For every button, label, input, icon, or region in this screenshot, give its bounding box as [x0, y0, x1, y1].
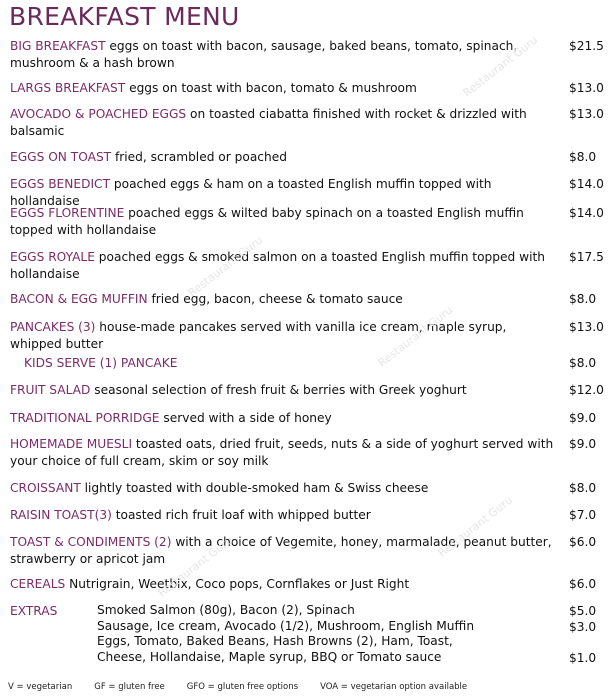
- watermark-text: Restaurant Guru: [375, 303, 456, 370]
- item-name: TOAST & CONDIMENTS (2): [10, 535, 172, 549]
- item-name: HOMEMADE MUESLI: [10, 437, 133, 451]
- item-price: $8.0: [569, 481, 597, 495]
- item-description: house-made pancakes served with vanilla ice cream, maple syrup, whipped butter: [10, 320, 507, 351]
- watermark-text: Restaurant Guru: [435, 493, 516, 560]
- item-price: $13.0: [569, 320, 604, 334]
- item-description: toasted oats, dried fruit, seeds, nuts & a side of yoghurt served with your choice of full cream, skim or soy milk: [10, 437, 554, 468]
- menu-item: [10, 249, 558, 283]
- item-price: $9.0: [569, 437, 597, 451]
- menu-title: BREAKFAST MENU: [9, 2, 240, 31]
- watermark-text: Restaurant Guru: [185, 233, 266, 300]
- item-name: CROISSANT: [10, 481, 81, 495]
- item-description: fried, scrambled or poached: [111, 150, 287, 164]
- menu-item: [10, 149, 558, 166]
- extras-price: $5.0: [569, 604, 597, 618]
- menu-item: [10, 480, 558, 497]
- extras-price: $3.0: [569, 619, 597, 634]
- item-price: $17.5: [569, 250, 604, 264]
- item-name: BIG BREAKFAST: [10, 39, 106, 53]
- extras-label: EXTRAS: [10, 604, 58, 618]
- item-description: eggs on toast with bacon, sausage, baked beans, tomato, spinach, mushroom & a hash brown: [10, 39, 518, 70]
- item-name: EGGS BENEDICT: [10, 177, 111, 191]
- item-name: RAISIN TOAST(3): [10, 508, 112, 522]
- item-name: BACON & EGG MUFFIN: [10, 292, 148, 306]
- menu-item: [10, 436, 558, 470]
- item-description: poached eggs & ham on a toasted English muffin topped with hollandaise: [10, 177, 492, 208]
- menu-item: [10, 291, 558, 308]
- menu-item: [24, 355, 572, 372]
- legend-entry: VOA = vegetarian option available: [320, 682, 468, 692]
- item-description: toasted rich fruit loaf with whipped butter: [111, 508, 371, 522]
- item-description: on toasted ciabatta finished with rocket & drizzled with balsamic: [10, 107, 527, 138]
- extras-line: Sausage, Ice cream, Avocado (1/2), Mushroom, English Muffin: [97, 618, 475, 633]
- item-price: $8.0: [569, 292, 597, 306]
- item-price: $13.0: [569, 81, 604, 95]
- item-description: poached eggs & smoked salmon on a toasted English muffin topped with hollandaise: [10, 250, 545, 281]
- legend-entry: GFO = gluten free options: [186, 682, 299, 692]
- item-name: TRADITIONAL PORRIDGE: [10, 411, 160, 425]
- menu-item: [10, 38, 558, 72]
- item-description: poached eggs & wilted baby spinach on a toasted English muffin topped with hollandaise: [10, 206, 524, 237]
- item-price: $8.0: [569, 356, 597, 370]
- item-price: $6.0: [569, 577, 597, 591]
- extras-price: $1.0: [569, 650, 597, 665]
- menu-item: [10, 534, 558, 568]
- extras-line: Eggs, Tomato, Baked Beans, Hash Browns (2), Ham, Toast,: [97, 634, 453, 648]
- item-name: CEREALS: [10, 577, 66, 591]
- item-name: FRUIT SALAD: [10, 383, 91, 397]
- item-price: $12.0: [569, 383, 604, 397]
- item-description: Nutrigrain, Weetbix, Coco pops, Cornflakes or Just Right: [65, 577, 410, 591]
- menu-item: [10, 205, 558, 239]
- legend-entry: GF = gluten free: [94, 682, 165, 692]
- legend-entry: V = vegetarian: [8, 682, 73, 692]
- menu-item: [10, 410, 558, 427]
- item-price: $14.0: [569, 177, 604, 191]
- item-name: AVOCADO & POACHED EGGS: [10, 107, 187, 121]
- item-description: lightly toasted with double-smoked ham & Swiss cheese: [80, 481, 429, 495]
- item-name: EGGS FLORENTINE: [10, 206, 125, 220]
- item-price: $21.5: [569, 39, 604, 53]
- item-description: served with a side of honey: [159, 411, 332, 425]
- item-description: eggs on toast with bacon, tomato & mushroom: [125, 81, 417, 95]
- item-price: $14.0: [569, 206, 604, 220]
- item-name: KIDS SERVE (1) PANCAKE: [24, 356, 178, 370]
- watermark-text: Restaurant Guru: [155, 533, 236, 600]
- item-name: PANCAKES (3): [10, 320, 96, 334]
- item-name: EGGS ROYALE: [10, 250, 95, 264]
- item-price: $8.0: [569, 150, 597, 164]
- menu-item: [10, 106, 558, 140]
- extras-line: Smoked Salmon (80g), Bacon (2), Spinach: [97, 603, 355, 617]
- item-description: seasonal selection of fresh fruit & berries with Greek yoghurt: [90, 383, 467, 397]
- item-price: $6.0: [569, 535, 597, 549]
- menu-item: [10, 576, 558, 593]
- item-name: EGGS ON TOAST: [10, 150, 112, 164]
- item-price: $13.0: [569, 107, 604, 121]
- item-description: with a choice of Vegemite, honey, marmalade, peanut butter, strawberry or apricot jam: [10, 535, 552, 566]
- item-price: $7.0: [569, 508, 597, 522]
- dietary-legend: [8, 682, 489, 692]
- item-price: $9.0: [569, 411, 597, 425]
- item-description: fried egg, bacon, cheese & tomato sauce: [147, 292, 403, 306]
- item-name: LARGS BREAKFAST: [10, 81, 126, 95]
- watermark-text: Restaurant Guru: [460, 33, 541, 100]
- menu-item: [10, 382, 558, 399]
- extras-line: Cheese, Hollandaise, Maple syrup, BBQ or Tomato sauce: [97, 649, 442, 664]
- menu-item: [10, 319, 558, 353]
